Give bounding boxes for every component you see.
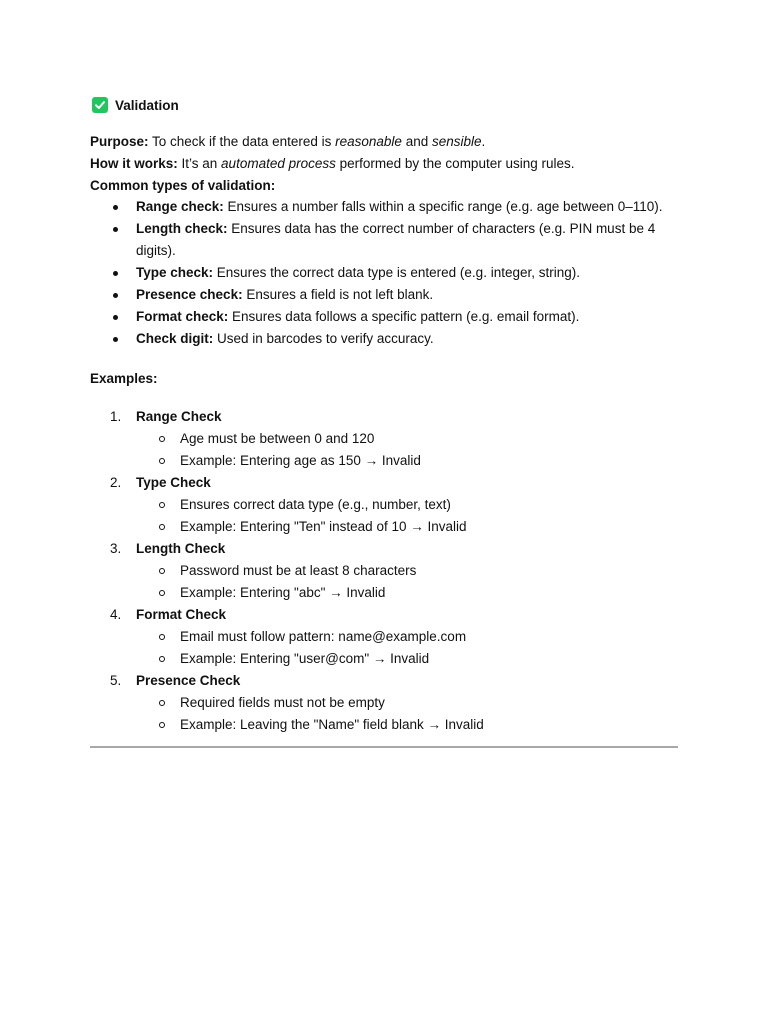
how-text: It’s an <box>177 156 222 171</box>
item-text: Used in barcodes to verify accuracy. <box>213 331 434 346</box>
example-item <box>90 604 690 670</box>
sub-item: Example: Leaving the "Name" field blank → Invalid <box>90 714 690 736</box>
validation-types-list <box>90 196 690 350</box>
sub-item: Email must follow pattern: name@example.com <box>90 626 690 648</box>
examples-label: Examples: <box>90 371 158 386</box>
sub-item: Required fields must not be empty <box>90 692 690 714</box>
example-title: Range Check <box>136 409 222 424</box>
list-item <box>90 328 676 350</box>
item-text: Ensures the correct data type is entered (e.g. integer, string). <box>213 265 580 280</box>
sub-item: Ensures correct data type (e.g., number, text) <box>90 494 690 516</box>
list-item <box>90 218 676 262</box>
how-text-after: performed by the computer using rules. <box>335 156 575 171</box>
item-label: Presence check: <box>136 287 243 302</box>
item-label: Range check: <box>136 199 224 214</box>
item-label: Check digit: <box>136 331 214 346</box>
item-label: Length check: <box>136 221 228 236</box>
checkmark-box-icon <box>92 97 108 113</box>
example-number: 1. <box>110 409 122 424</box>
sub-item: Example: Entering "abc" → Invalid <box>90 582 690 604</box>
purpose-text-mid: and <box>401 134 432 149</box>
sub-item: Example: Entering "user@com" → Invalid <box>90 648 690 670</box>
item-text: Ensures data follows a specific pattern (e.g. email format). <box>228 309 580 324</box>
purpose-label: Purpose: <box>90 134 149 149</box>
item-label: Type check: <box>136 265 214 280</box>
horizontal-rule <box>90 746 678 748</box>
example-title: Format Check <box>136 607 227 622</box>
item-text: Ensures data has the correct number of characters (e.g. PIN must be 4 digits). <box>136 221 656 258</box>
example-number: 3. <box>110 541 122 556</box>
item-text: Ensures a number falls within a specific range (e.g. age between 0–110). <box>223 199 663 214</box>
sub-item: Example: Entering age as 150 → Invalid <box>90 450 690 472</box>
purpose-em-sensible: sensible <box>431 134 482 149</box>
purpose-line <box>90 131 485 153</box>
list-item <box>90 284 676 306</box>
example-title: Type Check <box>136 475 211 490</box>
example-item <box>90 406 690 472</box>
how-em: automated process <box>221 156 336 171</box>
example-number: 5. <box>110 673 122 688</box>
list-item <box>90 262 676 284</box>
how-it-works-line <box>90 153 575 175</box>
sub-item: Example: Entering "Ten" instead of 10 → Invalid <box>90 516 690 538</box>
example-item <box>90 472 690 538</box>
heading-title: Validation <box>115 97 179 113</box>
example-title: Presence Check <box>136 673 241 688</box>
example-item <box>90 538 690 604</box>
section-heading <box>92 96 179 114</box>
how-label: How it works: <box>90 156 178 171</box>
sub-item: Age must be between 0 and 120 <box>90 428 690 450</box>
example-number: 4. <box>110 607 122 622</box>
purpose-em-reasonable: reasonable <box>335 134 402 149</box>
examples-list <box>90 406 690 736</box>
purpose-text-end: . <box>481 134 486 149</box>
list-item <box>90 196 676 218</box>
item-label: Format check: <box>136 309 229 324</box>
list-item <box>90 306 676 328</box>
example-title: Length Check <box>136 541 226 556</box>
sub-item: Password must be at least 8 characters <box>90 560 690 582</box>
item-text: Ensures a field is not left blank. <box>242 287 434 302</box>
example-number: 2. <box>110 475 122 490</box>
common-types-label: Common types of validation: <box>90 178 276 193</box>
example-item <box>90 670 690 736</box>
purpose-text: To check if the data entered is <box>148 134 336 149</box>
